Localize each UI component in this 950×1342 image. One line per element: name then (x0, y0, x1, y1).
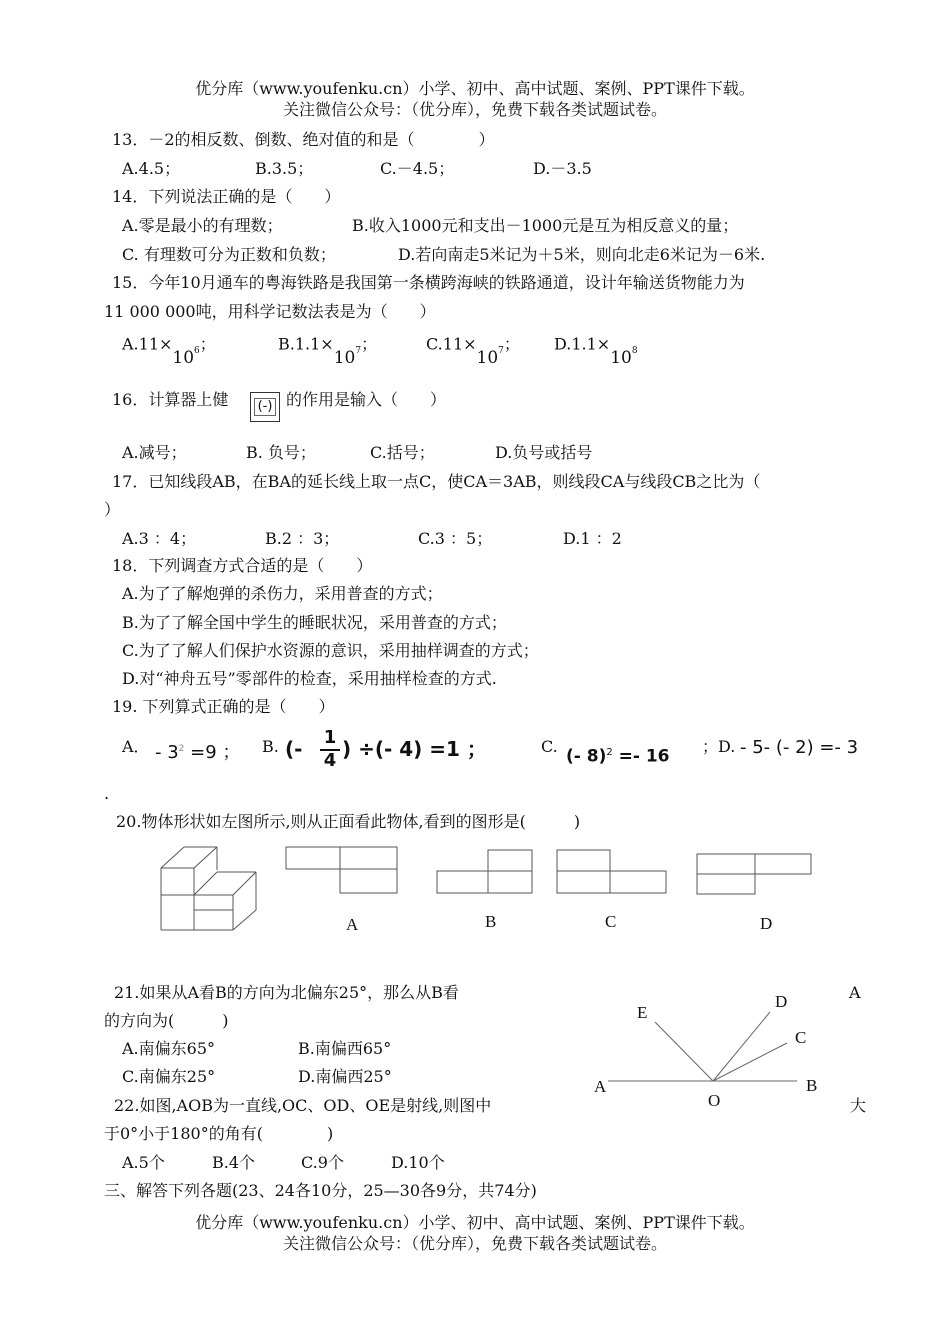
q13-option-b: B.3.5； (255, 159, 314, 178)
q14-option-b: B.收入1000元和支出－1000元是互为相反意义的量； (352, 216, 739, 235)
q22-label-e: E (637, 1003, 648, 1022)
q19-option-b-rest: ) ÷(- 4) =1 ； (342, 737, 487, 761)
calculator-key-negative: (-) (250, 392, 280, 422)
q22-stem-line-1: 22.如图,AOB为一直线,OC、OD、OE是射线,则图中 (114, 1096, 492, 1115)
q20-label-a: A (346, 915, 359, 934)
header-line-1: 优分库（www.youfenku.cn）小学、初中、高中试题、案例、PPT课件下载。 (195, 79, 755, 98)
q14-option-a: A.零是最小的有理数； (122, 216, 283, 235)
footer-line-2: 关注微信公众号：（优分库），免费下载各类试题试卷。 (282, 1234, 667, 1253)
q19-option-c-label: C. (541, 737, 558, 756)
section-3-heading: 三、解答下列各题(23、24各10分，25—30各9分，共74分) (104, 1181, 537, 1200)
q16-option-b: B. 负号； (246, 443, 316, 462)
q20-label-b: B (485, 912, 497, 931)
q22-label-c: C (795, 1028, 807, 1047)
q19-option-d-expr: - 5- (- 2) =- 3 (740, 737, 859, 758)
q22-option-b: B.4个 (212, 1153, 256, 1172)
q17-stem-line-1: 17．已知线段AB，在BA的延长线上取一点C，使CA＝3AB，则线段CA与线段CB之比为（ (112, 472, 761, 491)
q21-overflow-da: 大 (850, 1096, 867, 1115)
q18-stem: 18．下列调查方式合适的是（ ） (112, 556, 373, 575)
q19-fraction: 1 4 (320, 728, 340, 771)
q15-stem-line-1: 15．今年10月通车的粤海铁路是我国第一条横跨海峡的铁路通道，设计年输送货物能力为 (112, 273, 745, 292)
q19-option-a-label: A． (122, 737, 150, 756)
q19-option-c-expr: (- 8)$^2$ =- 16 (566, 746, 670, 767)
q22-option-c: C.9个 (301, 1153, 344, 1172)
ray-od (713, 1012, 770, 1081)
q15-option-a: $A.11\times 10^6$； (122, 334, 216, 369)
q16-option-a: A.减号； (122, 443, 187, 462)
ray-oc (713, 1043, 787, 1081)
q19-trailing-dot: . (104, 784, 110, 803)
header-line-2: 关注微信公众号：（优分库），免费下载各类试题试卷。 (282, 100, 667, 119)
q13-stem: 13．－2的相反数、倒数、绝对值的和是（ ） (112, 130, 495, 149)
q21-stem-line-2: 的方向为( ) (104, 1011, 229, 1030)
q22-stem-line-2: 于0°小于180°的角有( ) (104, 1124, 334, 1143)
q14-option-c: C. 有理数可分为正数和负数； (122, 245, 336, 264)
q20-option-c-figure (557, 850, 666, 893)
q17-option-c: C.3 ：5； (418, 529, 493, 548)
q22-label-o: O (708, 1091, 721, 1110)
q20-stem: 20.物体形状如左图所示,则从正面看此物体,看到的图形是( ) (116, 812, 581, 831)
q22-label-d: D (775, 992, 788, 1011)
q21-overflow-a: A (849, 983, 861, 1002)
q18-option-a: A.为了了解炮弹的杀伤力，采用普查的方式； (122, 584, 443, 603)
q18-option-c: C.为了了解人们保护水资源的意识，采用抽样调查的方式； (122, 641, 539, 660)
q20-option-b-figure (437, 850, 532, 893)
q15-stem-line-2: 11 000 000吨，用科学记数法表是为（ ） (104, 302, 436, 321)
q18-option-d: D.对“神舟五号”零部件的检查，采用抽样检查的方式. (122, 669, 497, 688)
q19-stem: 19. 下列算式正确的是（ ） (112, 697, 335, 716)
q17-option-a: A.3 ：4； (122, 529, 197, 548)
q22-label-b: B (806, 1076, 818, 1095)
q20-label-c: C (605, 912, 617, 931)
q20-option-d-figure (697, 854, 811, 894)
q14-option-d: D.若向南走5米记为＋5米，则向北走6米记为－6米. (398, 245, 766, 264)
q16-option-c: C.括号； (370, 443, 435, 462)
q22-label-a: A (594, 1077, 607, 1096)
q21-option-c: C.南偏东25° (122, 1067, 216, 1086)
q19-option-d-label: ；D. (702, 737, 736, 756)
q18-option-b: B.为了了解全国中学生的睡眠状况，采用普查的方式； (122, 613, 507, 632)
q13-option-c: C.－4.5； (380, 159, 455, 178)
q21-option-b: B.南偏西65° (298, 1039, 392, 1058)
q13-option-d: D.－3.5 (533, 159, 592, 178)
q16-stem-pre: 16．计算器上健 (112, 390, 229, 409)
q19-option-b-open: (- (285, 737, 303, 761)
q21-option-a: A.南偏东65° (122, 1039, 216, 1058)
q19-option-a-expr: - $3^2 =9$ ； (155, 742, 241, 763)
q15-option-c: $C.11\times 10^7$； (426, 334, 520, 369)
q16-stem-post: 的作用是输入（ ） (286, 390, 447, 409)
q15-option-b: $B.1.1\times 10^7$； (278, 334, 378, 369)
q17-option-d: D.1 ：2 (563, 529, 622, 548)
q21-stem-line-1: 21.如果从A看B的方向为北偏东25°，那么从B看 (114, 983, 459, 1002)
ray-oe (655, 1022, 713, 1081)
q22-option-a: A.5个 (122, 1153, 165, 1172)
q13-option-a: A.4.5； (122, 159, 181, 178)
q22-option-d: D.10个 (391, 1153, 445, 1172)
q20-solid-figure (161, 847, 256, 930)
q15-option-d: $D.1.1\times 10^8$ (554, 334, 638, 369)
footer-line-1: 优分库（www.youfenku.cn）小学、初中、高中试题、案例、PPT课件下载。 (195, 1213, 755, 1232)
q17-option-b: B.2 ：3； (265, 529, 340, 548)
q20-label-d: D (760, 914, 773, 933)
q19-option-b-label: B. (262, 737, 279, 756)
q16-option-d: D.负号或括号 (495, 443, 593, 462)
q21-option-d: D.南偏西25° (298, 1067, 392, 1086)
q20-option-a-figure (286, 847, 397, 893)
q17-stem-line-2: ） (104, 500, 121, 519)
q14-stem: 14．下列说法正确的是（ ） (112, 187, 341, 206)
